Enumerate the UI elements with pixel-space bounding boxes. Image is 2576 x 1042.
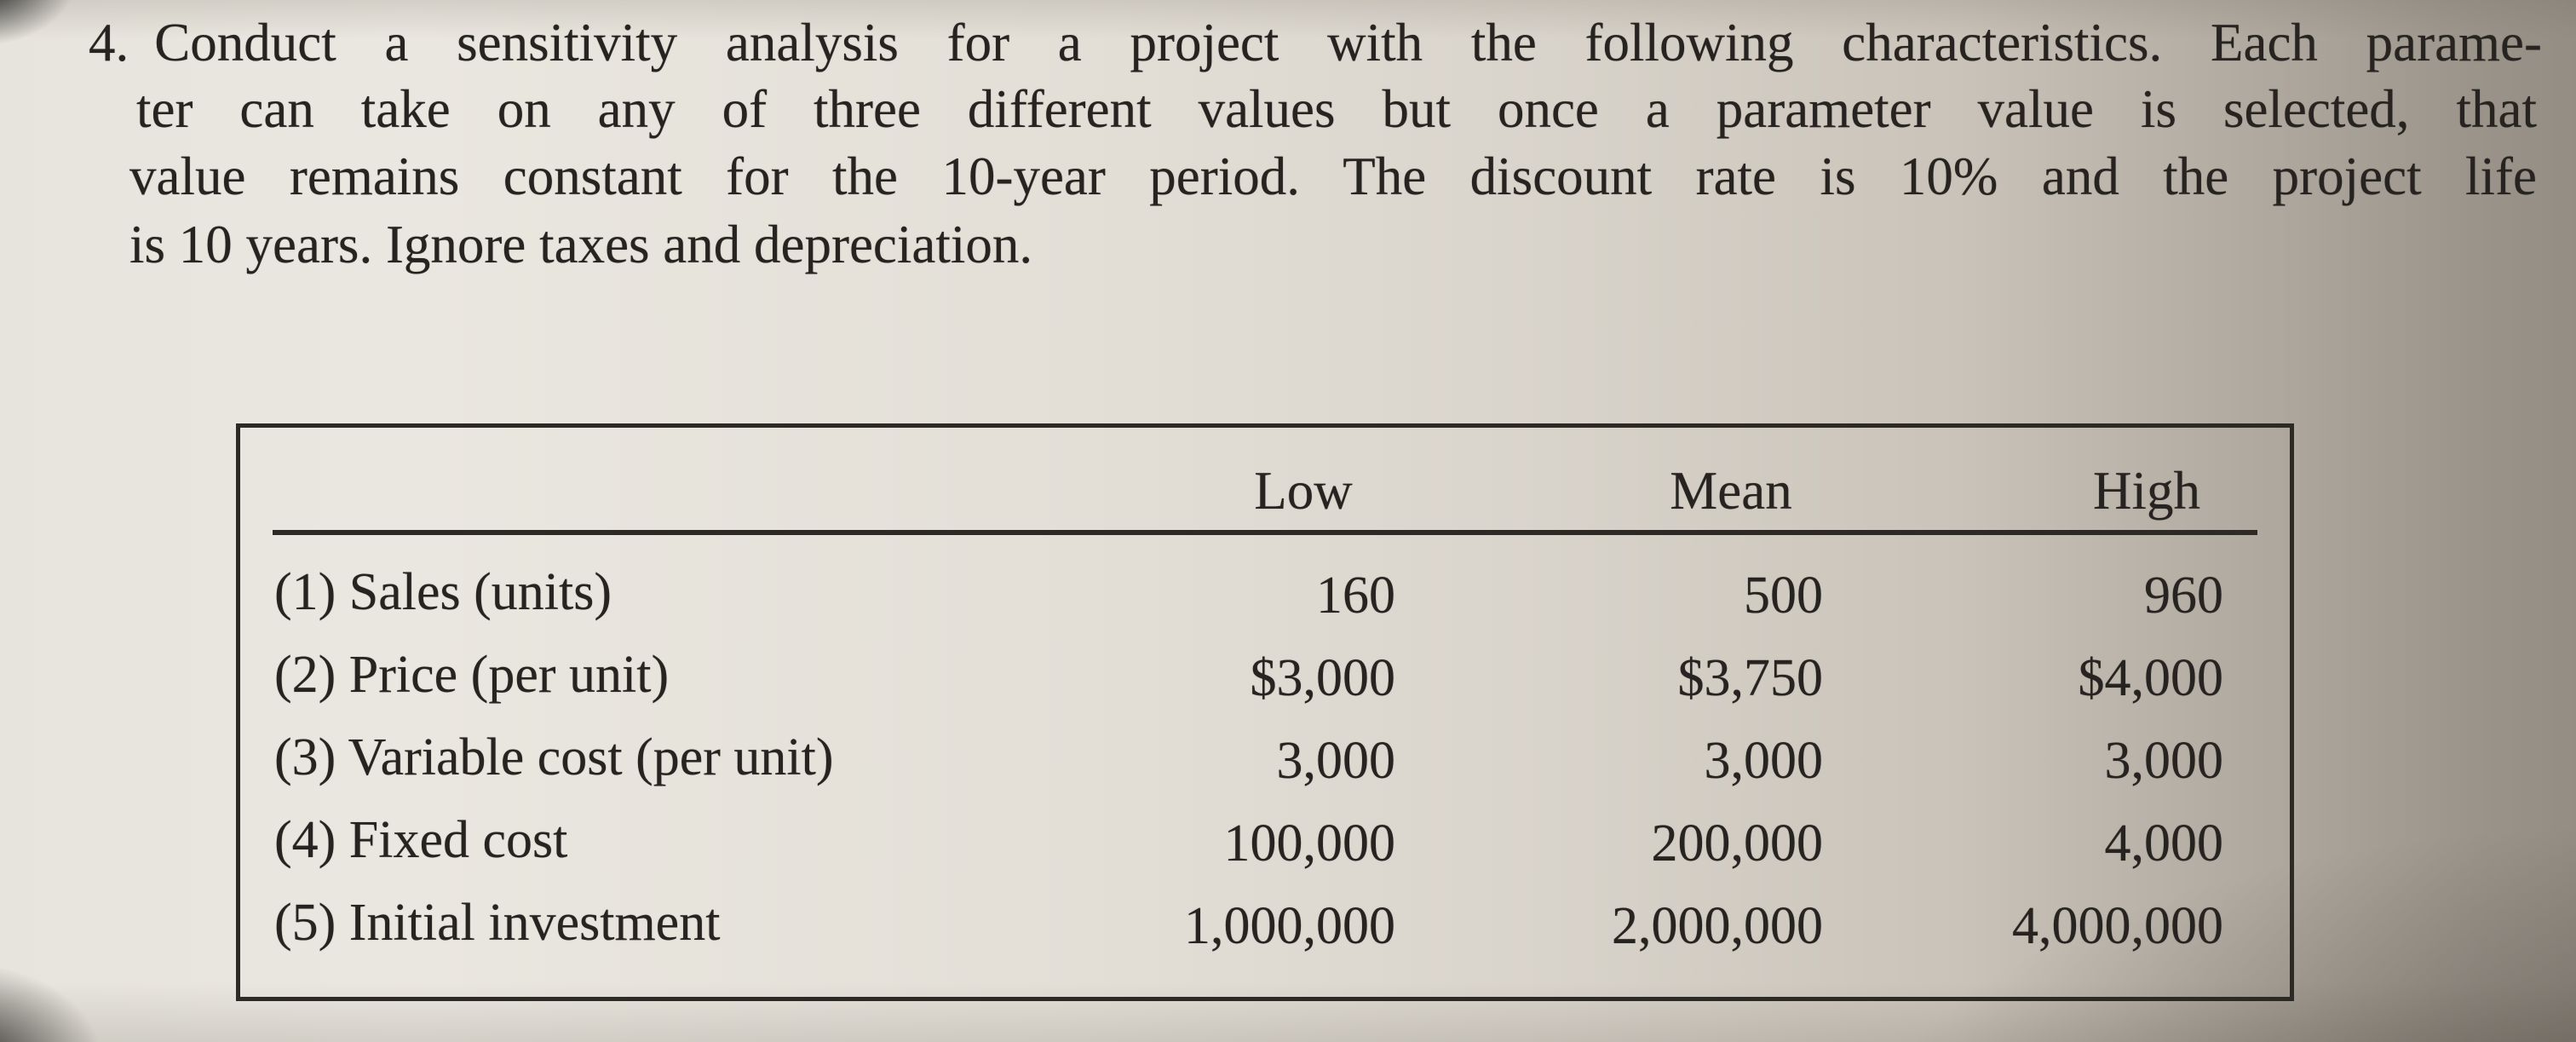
row-label: (1) Sales (units) (274, 563, 612, 621)
value-high: 4,000 (2104, 815, 2223, 872)
value-high: 960 (2144, 567, 2223, 625)
value-mean: 3,000 (1704, 732, 1823, 790)
row-label: (3) Variable cost (per unit) (274, 728, 834, 786)
row-label: (4) Fixed cost (274, 811, 568, 869)
sensitivity-parameter-table (236, 423, 2294, 1001)
table-row (240, 805, 2290, 888)
value-low: 100,000 (1223, 815, 1395, 872)
value-low: 1,000,000 (1184, 897, 1395, 955)
problem-number: 4. (89, 13, 129, 72)
problem-line-2: ter can take on any of three different values but once a parameter value is selected, that (136, 79, 2537, 139)
table-header-row (240, 460, 2290, 521)
value-low: 3,000 (1276, 732, 1395, 790)
column-header-high: High (2093, 461, 2200, 521)
row-label: (5) Initial investment (274, 894, 721, 952)
value-high: $4,000 (2078, 649, 2223, 707)
table-body (240, 557, 2290, 970)
table-row (240, 722, 2290, 805)
row-label: (2) Price (per unit) (274, 646, 670, 704)
value-mean: 2,000,000 (1612, 897, 1823, 955)
value-high: 3,000 (2104, 732, 2223, 790)
value-high: 4,000,000 (2012, 897, 2223, 955)
problem-text: Conduct a sensitivity analysis for a project with the following characteristics. Each parame- (154, 13, 2542, 72)
problem-line-3: value remains constant for the 10-year period. The discount rate is 10% and the project life (129, 147, 2537, 206)
column-header-low: Low (1254, 461, 1353, 521)
problem-line-4: is 10 years. Ignore taxes and depreciation. (129, 215, 1033, 274)
table-row (240, 640, 2290, 722)
value-mean: $3,750 (1677, 649, 1823, 707)
value-low: 160 (1316, 567, 1395, 625)
value-low: $3,000 (1250, 649, 1395, 707)
header-divider-line (273, 530, 2257, 535)
table-row (240, 557, 2290, 640)
value-mean: 200,000 (1651, 815, 1823, 872)
problem-line-1 (89, 12, 2542, 73)
value-mean: 500 (1744, 567, 1823, 625)
table-row (240, 888, 2290, 970)
column-header-mean: Mean (1670, 461, 1792, 521)
